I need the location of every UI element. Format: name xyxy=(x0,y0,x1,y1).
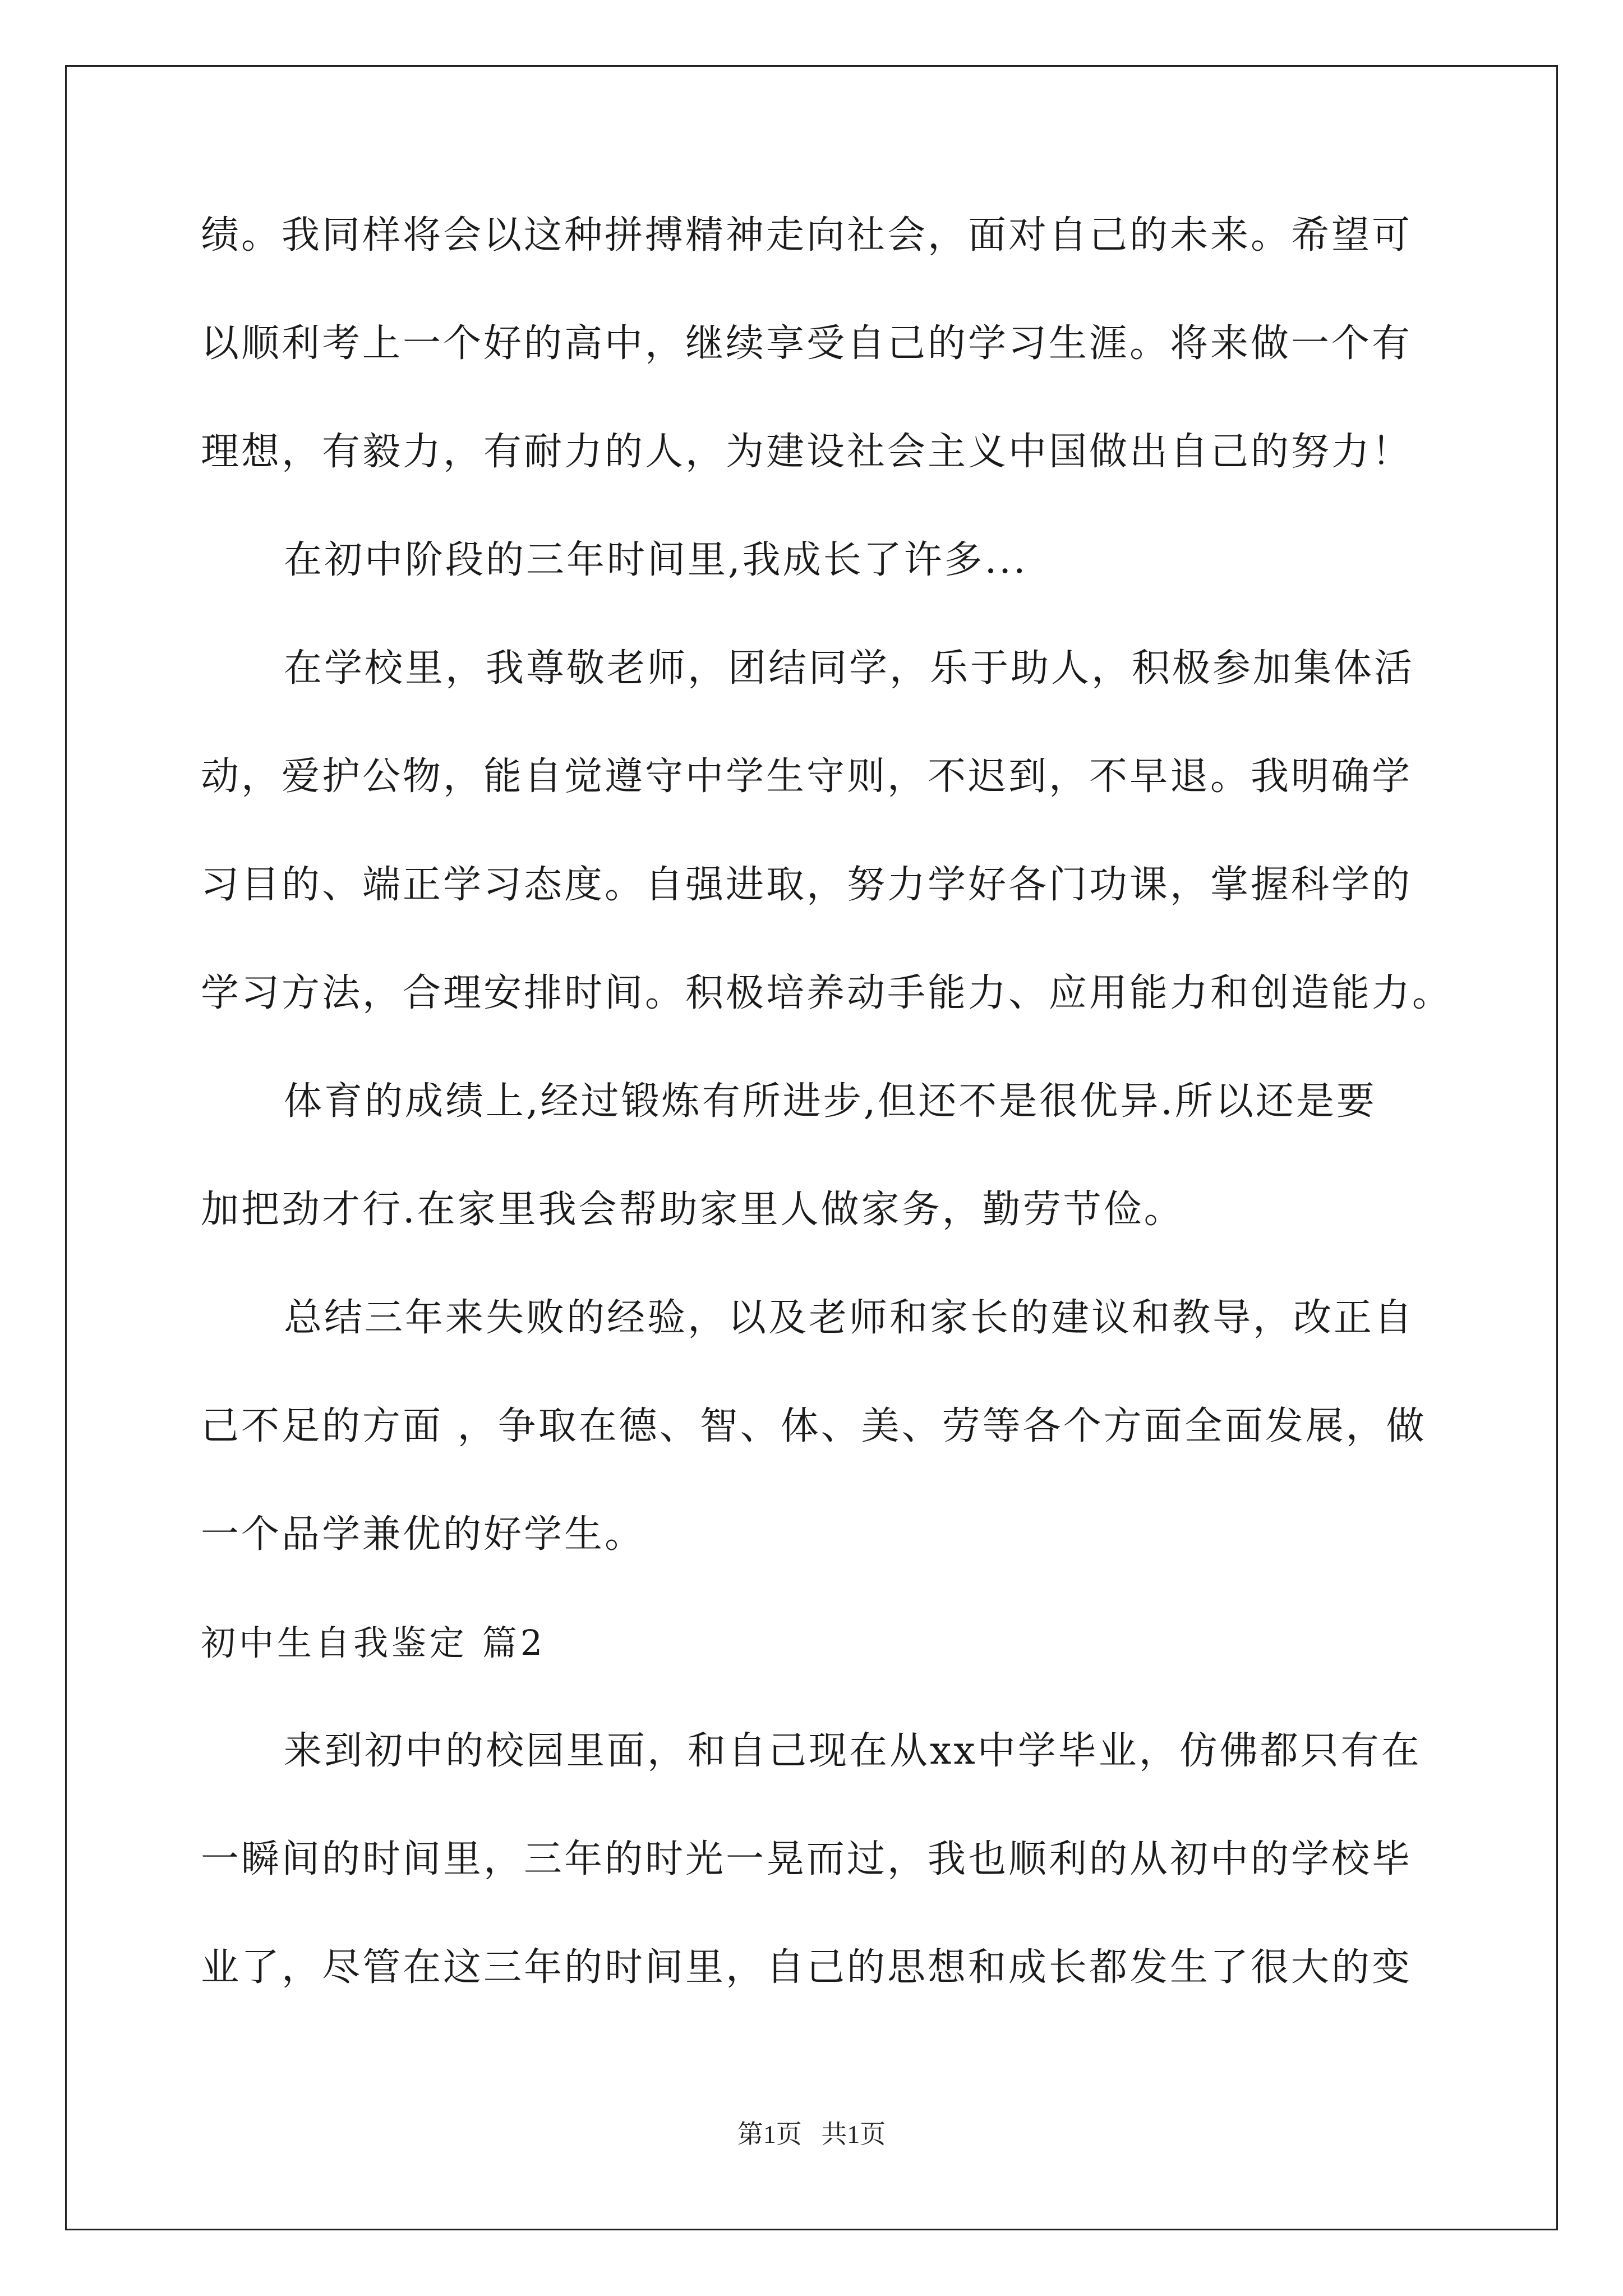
page-border xyxy=(65,65,1558,2230)
paragraph-first-line: 在学校里，我尊敬老师，团结同学，乐于助人，积极参加集体活 xyxy=(284,646,1415,691)
body-line: 以顺利考上一个好的高中，继续享受自己的学习生涯。将来做一个有 xyxy=(201,321,1413,366)
body-line: 一个品学兼优的好学生。 xyxy=(201,1512,645,1557)
body-line: 理想，有毅力，有耐力的人，为建设社会主义中国做出自己的努力！ xyxy=(201,430,1413,474)
page-number-footer: 第1页 共1页 xyxy=(737,2120,886,2148)
paragraph-first-line: 体育的成绩上,经过锻炼有所进步,但还不是很优异.所以还是要 xyxy=(284,1079,1377,1124)
body-line: 业了，尽管在这三年的时间里，自己的思想和成长都发生了很大的变 xyxy=(201,1945,1413,1990)
body-line: 习目的、端正学习态度。自强进取，努力学好各门功课，掌握科学的 xyxy=(201,863,1413,907)
body-line: 一瞬间的时间里，三年的时光一晃而过，我也顺利的从初中的学校毕 xyxy=(201,1837,1413,1881)
section-heading: 初中生自我鉴定 篇2 xyxy=(201,1622,546,1663)
paragraph-first-line: 总结三年来失败的经验，以及老师和家长的建议和教导，改正自 xyxy=(284,1296,1415,1340)
body-line: 己不足的方面 ，争取在德、智、体、美、劳等各个方面全面发展，做 xyxy=(201,1404,1427,1448)
paragraph-first-line: 来到初中的校园里面，和自己现在从xx中学毕业，仿佛都只有在 xyxy=(284,1729,1422,1773)
paragraph-first-line: 在初中阶段的三年时间里,我成长了许多... xyxy=(284,538,1028,582)
body-line: 绩。我同样将会以这种拼搏精神走向社会，面对自己的未来。希望可 xyxy=(201,213,1413,257)
body-line: 动，爱护公物，能自觉遵守中学生守则，不迟到，不早退。我明确学 xyxy=(201,754,1413,799)
body-line: 学习方法，合理安排时间。积极培养动手能力、应用能力和创造能力。 xyxy=(201,971,1453,1015)
body-line: 加把劲才行.在家里我会帮助家里人做家务，勤劳节俭。 xyxy=(201,1188,1184,1232)
